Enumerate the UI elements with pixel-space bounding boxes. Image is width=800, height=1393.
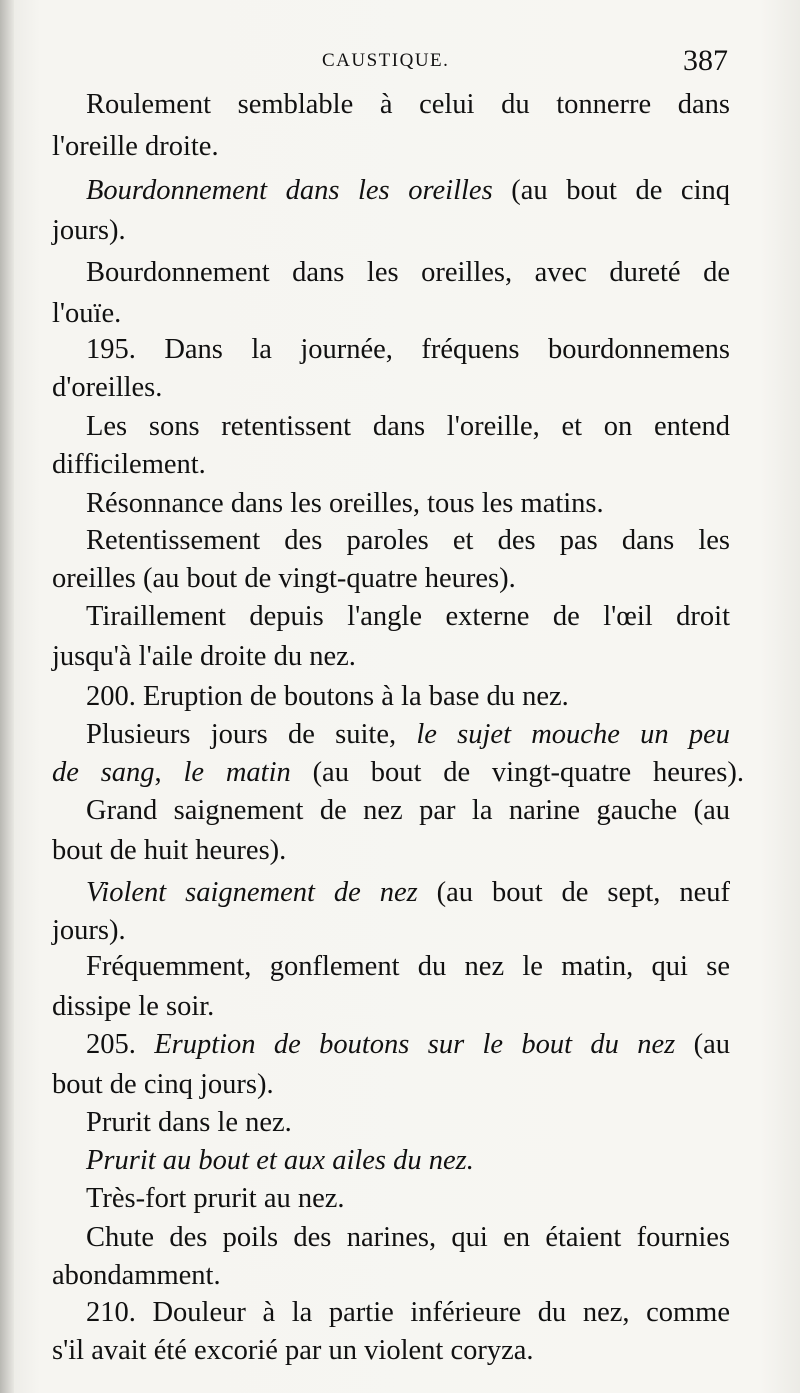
roman-text: 210. Douleur à la partie inférieure du nez, comme: [86, 1297, 730, 1328]
text-line-content: [52, 128, 219, 166]
italic-text: Bourdonnement dans les oreilles: [86, 175, 493, 206]
text-line: [0, 792, 800, 830]
text-line-content: [52, 212, 126, 250]
text-line-content: [86, 485, 604, 523]
text-line-content: [86, 331, 730, 369]
italic-text: Eruption de boutons sur le bout du nez: [154, 1029, 676, 1060]
roman-text: (au bout de sept, neuf: [417, 877, 730, 908]
roman-text: Fréquemment, gonflement du nez le matin, qui se: [86, 951, 730, 982]
text-line-content: [52, 369, 162, 407]
text-line-content: [86, 1294, 730, 1332]
text-line: [0, 1066, 800, 1104]
roman-text: s'il avait été excorié par un violent coryza.: [52, 1335, 534, 1366]
text-line-content: [86, 172, 730, 210]
text-line: [0, 331, 800, 369]
text-line: [0, 295, 800, 333]
roman-text: d'oreilles.: [52, 372, 163, 403]
text-line-content: [86, 948, 730, 986]
text-line: [0, 754, 800, 792]
roman-text: Chute des poils des narines, qui en étaient fournies: [86, 1222, 730, 1253]
roman-text: Résonnance dans les oreilles, tous les matins.: [86, 488, 604, 519]
text-line: [0, 1294, 800, 1332]
roman-text: (au: [675, 1029, 731, 1060]
roman-text: Plusieurs jours de suite,: [86, 719, 417, 750]
roman-text: Grand saignement de nez par la narine gauche (au: [86, 795, 730, 826]
text-line: [0, 874, 800, 912]
text-line: [0, 1332, 800, 1370]
text-line-content: [86, 1026, 730, 1064]
italic-text: de sang: [52, 757, 155, 788]
text-line-content: [86, 874, 730, 912]
text-line-content: [86, 1104, 292, 1142]
text-line: [0, 912, 800, 950]
text-line: [0, 1142, 800, 1180]
roman-text: ,: [154, 757, 184, 788]
text-line-content: [52, 1257, 221, 1295]
text-line: [0, 1219, 800, 1257]
roman-text: Prurit dans le nez.: [86, 1107, 292, 1138]
roman-text: difficilement.: [52, 449, 206, 480]
roman-text: Tiraillement depuis l'angle externe de l'œil droit: [86, 601, 730, 632]
roman-text: l'oreille droite.: [52, 131, 219, 162]
text-line: [0, 638, 800, 676]
text-line-content: [86, 254, 730, 292]
text-line-content: [52, 638, 356, 676]
text-line: [0, 1257, 800, 1295]
roman-text: (au bout de vingt-quatre heures).: [290, 757, 744, 788]
text-line: [0, 369, 800, 407]
roman-text: 195. Dans la journée, fréquens bourdonnemens: [86, 334, 730, 365]
text-line: [0, 1104, 800, 1142]
text-line-content: [52, 295, 121, 333]
text-line-content: [86, 1142, 474, 1180]
roman-text: Bourdonnement dans les oreilles, avec dureté de: [86, 257, 730, 288]
roman-text: jusqu'à l'aile droite du nez.: [52, 641, 356, 672]
italic-text: le sujet mouche un peu: [416, 719, 730, 750]
text-line-content: [52, 1332, 534, 1370]
italic-text: Violent saignement de nez: [86, 877, 418, 908]
roman-text: 205.: [86, 1029, 155, 1060]
text-line: [0, 212, 800, 250]
roman-text: Les sons retentissent dans l'oreille, et on entend: [86, 411, 730, 442]
roman-text: oreilles (au bout de vingt-quatre heures).: [52, 563, 516, 594]
text-line-content: [86, 1219, 730, 1257]
text-line: [0, 1180, 800, 1218]
text-line: [0, 446, 800, 484]
page-header: [0, 44, 800, 84]
roman-text: Roulement semblable à celui du tonnerre dans: [86, 89, 730, 120]
text-line-content: [86, 678, 569, 716]
text-line-content: [86, 1180, 345, 1218]
roman-text: dissipe le soir.: [52, 991, 215, 1022]
text-line: [0, 408, 800, 446]
roman-text: bout de cinq jours).: [52, 1069, 274, 1100]
text-line: [0, 716, 800, 754]
text-line: [0, 832, 800, 870]
text-line: [0, 560, 800, 598]
text-line: [0, 1026, 800, 1064]
roman-text: bout de huit heures).: [52, 835, 287, 866]
text-line-content: [86, 716, 730, 754]
page-number: 387: [683, 44, 728, 77]
text-line-content: [86, 598, 730, 636]
text-line-content: [86, 408, 730, 446]
text-line-content: [52, 988, 214, 1026]
text-line-content: [52, 754, 744, 792]
italic-text: Prurit au bout et aux ailes du nez.: [86, 1145, 474, 1176]
text-line: [0, 485, 800, 523]
text-line: [0, 254, 800, 292]
roman-text: (au bout de cinq: [492, 175, 730, 206]
roman-text: jours).: [52, 915, 126, 946]
roman-text: l'ouïe.: [52, 298, 122, 329]
text-line: [0, 522, 800, 560]
text-line-content: [86, 86, 730, 124]
text-line-content: [52, 832, 286, 870]
text-line-content: [86, 792, 730, 830]
text-line-content: [86, 522, 730, 560]
text-line: [0, 86, 800, 124]
roman-text: abondamment.: [52, 1260, 221, 1291]
text-line: [0, 988, 800, 1026]
text-line: [0, 948, 800, 986]
roman-text: Retentissement des paroles et des pas dans les: [86, 525, 730, 556]
text-line-content: [52, 1066, 274, 1104]
text-line-content: [52, 446, 206, 484]
text-line: [0, 598, 800, 636]
running-head: CAUSTIQUE.: [322, 50, 450, 71]
text-line-content: [52, 912, 126, 950]
text-line-content: [52, 560, 516, 598]
text-line: [0, 678, 800, 716]
italic-text: le matin: [183, 757, 291, 788]
roman-text: jours).: [52, 215, 126, 246]
text-line: [0, 128, 800, 166]
text-line: [0, 172, 800, 210]
roman-text: 200. Eruption de boutons à la base du nez.: [86, 681, 569, 712]
roman-text: Très-fort prurit au nez.: [86, 1183, 345, 1214]
